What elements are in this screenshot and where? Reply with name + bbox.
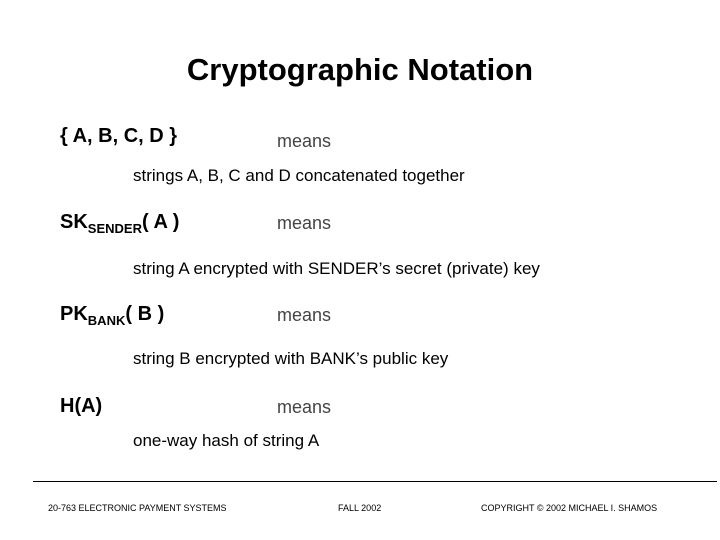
term-prefix: SK [60,211,88,233]
footer-copyright: COPYRIGHT © 2002 MICHAEL I. SHAMOS [481,503,658,513]
term-subscript: BANK [87,313,126,328]
description-secret-key: string A encrypted with SENDER’s secret (private) key [133,259,540,278]
description-concatenation: strings A, B, C and D concatenated together [133,166,465,185]
term-argument: ( B ) [125,303,165,325]
term-prefix: PK [60,303,88,325]
term-concatenation: { A, B, C, D } [60,125,178,147]
term-subscript: SENDER [87,221,142,236]
footer-course: 20-763 ELECTRONIC PAYMENT SYSTEMS [48,503,227,513]
term-public-key [60,303,164,326]
description-hash: one-way hash of string A [133,431,320,450]
description-public-key: string B encrypted with BANK’s public key [133,349,449,368]
means-label-4: means [277,397,332,417]
term-secret-key [60,211,179,234]
means-label-3: means [277,305,332,325]
means-label-2: means [277,213,332,233]
means-label-1: means [277,131,332,151]
term-argument: ( A ) [141,211,180,233]
footer-term: FALL 2002 [338,503,382,513]
term-hash: H(A) [60,395,103,417]
footer-divider [33,481,717,482]
slide-title: Cryptographic Notation [186,52,534,87]
